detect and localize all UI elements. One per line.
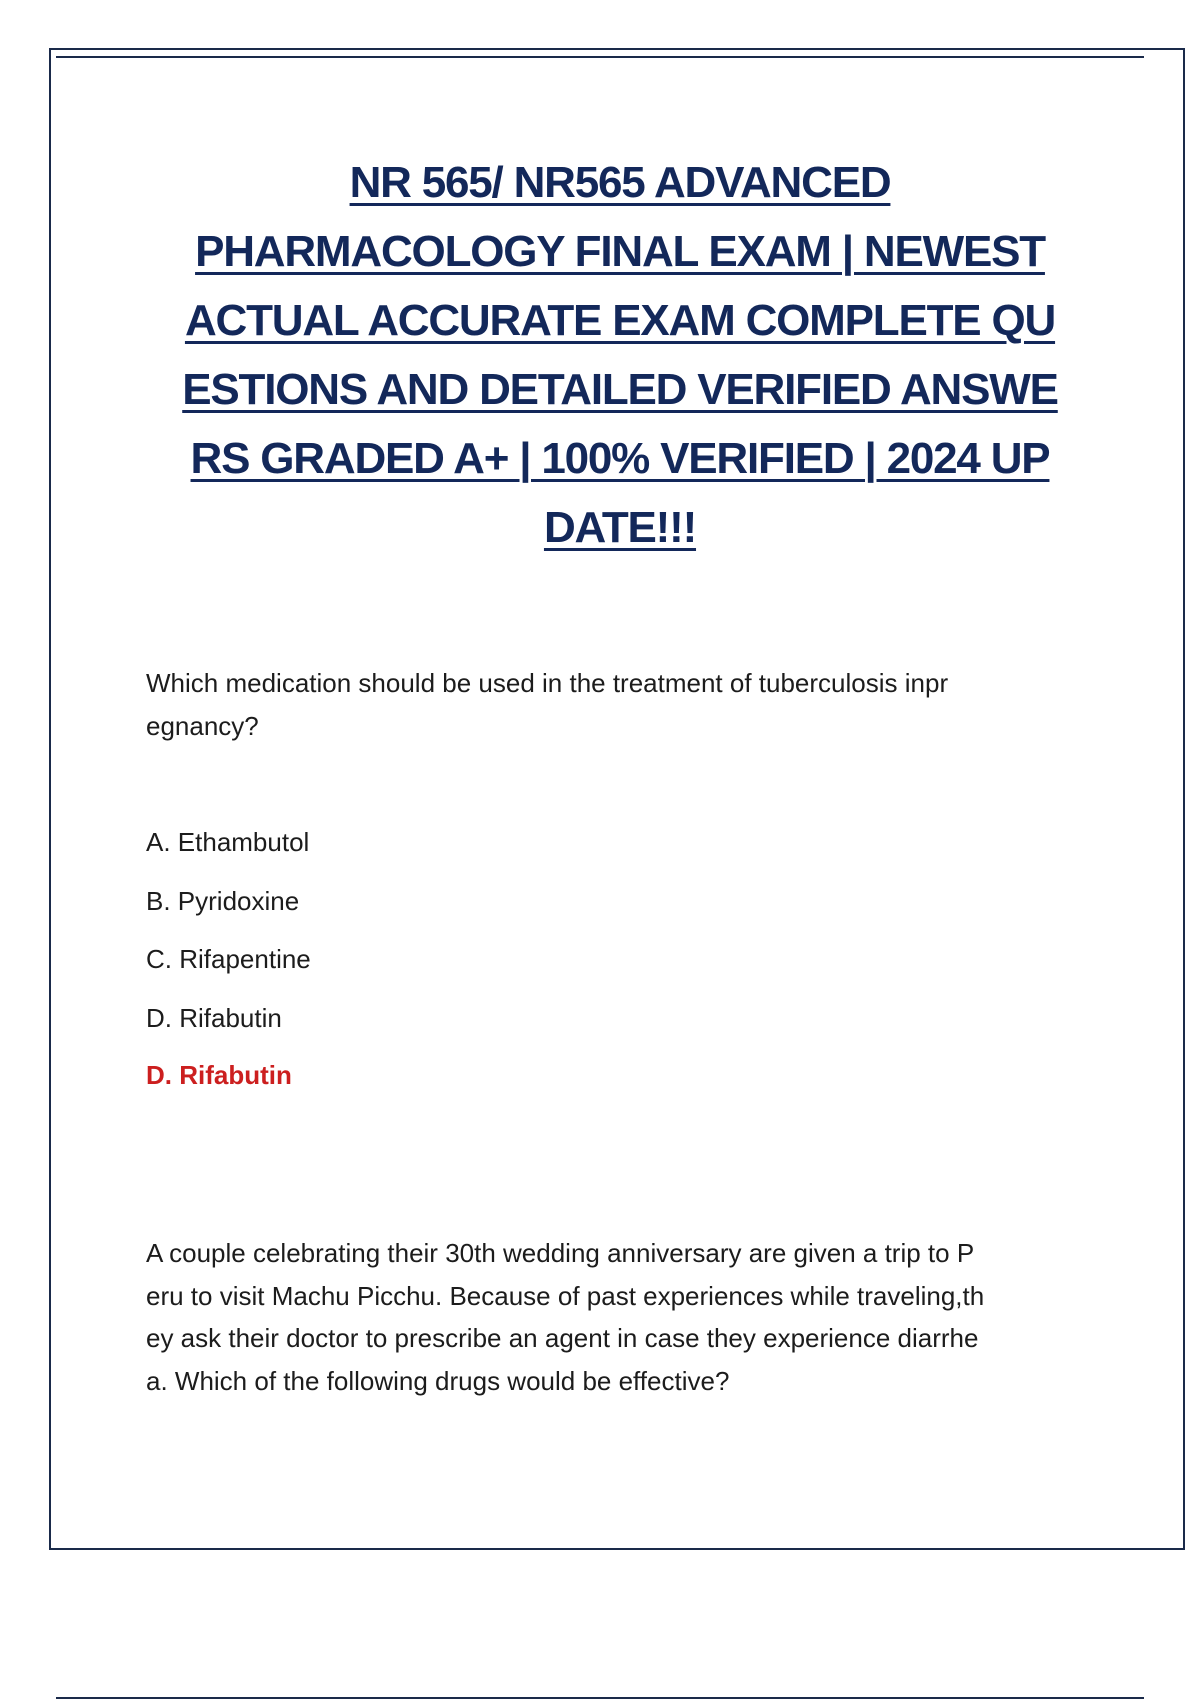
option-b: B. Pyridoxine bbox=[146, 885, 300, 916]
title-line: ACTUAL ACCURATE EXAM COMPLETE QU bbox=[184, 296, 1056, 345]
question-line: Which medication should be used in the treatment of tuberculosis inpr bbox=[146, 668, 949, 698]
question-2-text bbox=[146, 1232, 1106, 1402]
option-a: A. Ethambutol bbox=[146, 827, 310, 857]
question-line: egnancy? bbox=[146, 711, 259, 741]
title-line: ESTIONS AND DETAILED VERIFIED ANSWE bbox=[182, 365, 1058, 414]
option-c: C. Rifapentine bbox=[146, 944, 311, 974]
title-line: NR 565/ NR565 ADVANCED bbox=[349, 158, 891, 207]
title-line: PHARMACOLOGY FINAL EXAM | NEWEST bbox=[195, 227, 1045, 276]
question-1-options bbox=[146, 822, 311, 1056]
question-line: eru to visit Machu Picchu. Because of past experiences while traveling,th bbox=[146, 1280, 985, 1311]
question-1-answer: D. Rifabutin bbox=[146, 1060, 292, 1090]
bottom-rule bbox=[56, 1697, 1144, 1699]
title-line: DATE!!! bbox=[543, 503, 697, 552]
question-1-text bbox=[146, 662, 1106, 748]
question-line: A couple celebrating their 30th wedding anniversary are given a trip to P bbox=[146, 1238, 975, 1268]
document-title bbox=[160, 148, 1080, 562]
title-line: RS GRADED A+ | 100% VERIFIED | 2024 UP bbox=[190, 434, 1050, 483]
question-line: a. Which of the following drugs would be effective? bbox=[146, 1365, 730, 1396]
option-d: D. Rifabutin bbox=[146, 1002, 282, 1033]
question-line: ey ask their doctor to prescribe an agent in case they experience diarrhe bbox=[146, 1323, 979, 1353]
